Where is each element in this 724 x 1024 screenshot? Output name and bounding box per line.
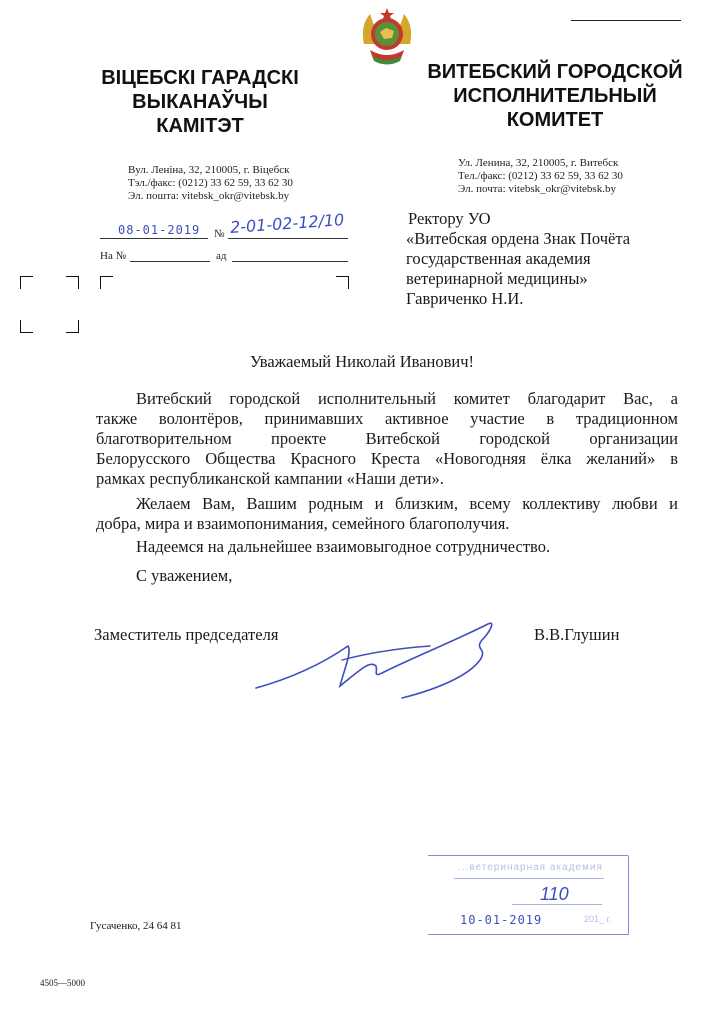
- received-stamp-header: ...ветеринарная академия: [458, 862, 603, 873]
- body-line: Надеемся на дальнейшее взаимовыгодное сотрудничество.: [136, 537, 551, 556]
- recipient-block: [406, 209, 706, 309]
- top-right-rule: [571, 20, 681, 21]
- corner-mark: [20, 276, 33, 289]
- address-bel: [128, 164, 328, 203]
- body-paragraph-3: [96, 537, 678, 557]
- date-line: [100, 238, 208, 239]
- number-line: [228, 238, 348, 239]
- recipient-line: Гавриченко Н.И.: [406, 289, 524, 308]
- address-line: Тел./факс: (0212) 33 62 59, 33 62 30: [458, 170, 623, 182]
- signatory-name: В.В.Глушин: [534, 625, 620, 644]
- body-line: благотворительном проекте Витебской городской организации: [96, 429, 678, 448]
- letterhead-rus-line: КОМИТЕТ: [506, 109, 604, 131]
- handwritten-signature: [252, 612, 512, 702]
- corner-mark: [66, 320, 79, 333]
- salutation: Уважаемый Николай Иванович!: [249, 352, 475, 371]
- print-code: 4505—5000: [40, 978, 85, 988]
- body-paragraph-1: [96, 389, 678, 489]
- received-number-handwritten: 110: [540, 884, 569, 904]
- recipient-line: «Витебская ордена Знак Почёта: [406, 229, 631, 248]
- outgoing-number-handwritten: 2-01-02-12/10: [229, 210, 345, 237]
- corner-mark: [336, 276, 349, 289]
- stamp-rule: [512, 904, 602, 905]
- letterhead-title-bel: [92, 66, 308, 138]
- body-line: рамках республиканской кампании «Наши дети».: [96, 469, 444, 488]
- address-line: Эл. почта: vitebsk_okr@vitebsk.by: [458, 183, 616, 195]
- letterhead-bel-line: ВЫКАНАЎЧЫ: [132, 91, 268, 113]
- signatory-title: Заместитель председателя: [94, 625, 279, 644]
- address-line: Эл. пошта: vitebsk_okr@vitebsk.by: [128, 190, 290, 202]
- recipient-line: Ректору УО: [408, 209, 491, 228]
- executor-contact: Гусаченко, 24 64 81: [90, 920, 182, 932]
- recipient-line: государственная академия: [406, 249, 591, 268]
- address-line: Тэл./факс: (0212) 33 62 59, 33 62 30: [128, 177, 293, 189]
- letterhead-rus-line: ВИТЕБСКИЙ ГОРОДСКОЙ: [427, 61, 683, 83]
- number-label: №: [214, 228, 225, 240]
- body-line: Белорусского Общества Красного Креста «Новогодняя ёлка желаний» в: [96, 449, 678, 468]
- body-line: добра, мира и взаимопонимания, семейного благополучия.: [96, 514, 510, 533]
- body-line: Витебский городской исполнительный комитет благодарит Вас, а: [136, 389, 678, 408]
- received-stamp: [428, 855, 629, 935]
- letterhead-bel-line: КАМІТЭТ: [156, 115, 244, 137]
- reply-date-label: ад: [216, 250, 227, 262]
- state-emblem-icon: [356, 4, 418, 70]
- reply-date-line: [232, 261, 348, 262]
- body-line: также волонтёров, принимавших активное участие в традиционном: [96, 409, 678, 428]
- received-year-hint: 201_ г.: [584, 914, 612, 924]
- corner-mark: [100, 276, 113, 289]
- corner-mark: [66, 276, 79, 289]
- received-date: 10-01-2019: [460, 913, 543, 927]
- address-line: Вул. Леніна, 32, 210005, г. Віцебск: [128, 164, 290, 176]
- address-line: Ул. Ленина, 32, 210005, г. Витебск: [458, 157, 619, 169]
- letterhead-title-rus: [410, 60, 700, 132]
- letterhead-rus-line: ИСПОЛНИТЕЛЬНЫЙ: [453, 85, 657, 107]
- body-paragraph-2: [96, 494, 678, 534]
- reply-number-label: На №: [100, 250, 127, 262]
- address-rus: [458, 157, 678, 196]
- stamp-rule: [454, 878, 604, 879]
- reply-number-line: [130, 261, 210, 262]
- body-line: Желаем Вам, Вашим родным и близким, всему коллективу любви и: [136, 494, 678, 513]
- letterhead-bel-line: ВІЦЕБСКІ ГАРАДСКІ: [101, 67, 299, 89]
- recipient-line: ветеринарной медицины»: [406, 269, 588, 288]
- closing: С уважением,: [136, 566, 233, 585]
- outgoing-date-stamp: 08-01-2019: [118, 223, 201, 237]
- corner-mark: [20, 320, 33, 333]
